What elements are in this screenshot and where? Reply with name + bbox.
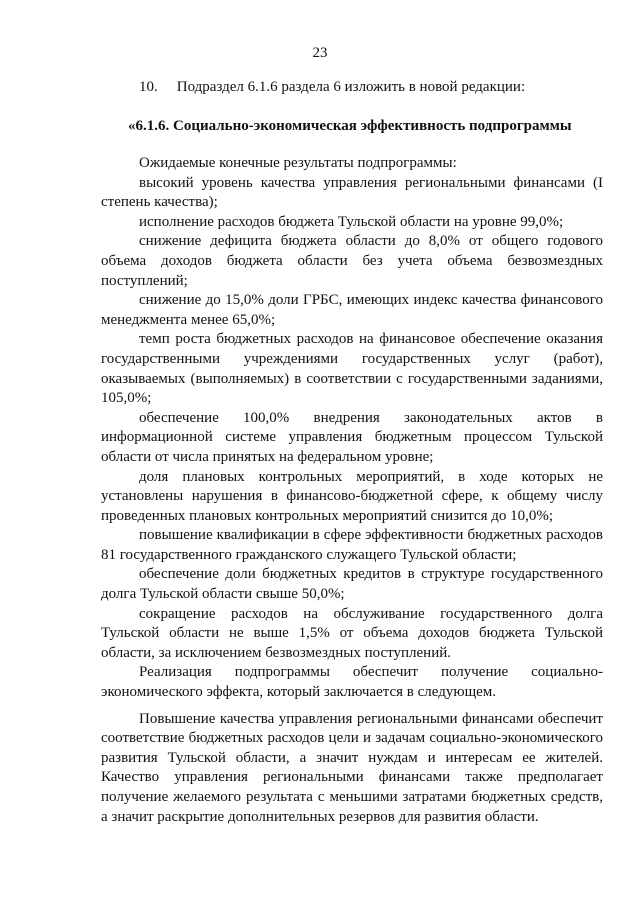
paragraph: исполнение расходов бюджета Тульской области на уровне 99,0%; (139, 213, 564, 230)
body-text (101, 154, 603, 827)
section-title: «6.1.6. Социально-экономическая эффективность подпрограммы (128, 118, 572, 134)
paragraph: обеспечение 100,0% внедрения законодательных актов в информационной системе управления бюджетным процессом Тульской области от числа принятых на федеральном уровне; (101, 409, 603, 465)
paragraph: темп роста бюджетных расходов на финансовое обеспечение оказания государственными учреждениями государственных услуг (работ), оказываемых (выполняемых) в соответствии с государственными заданиями, 105,0%; (101, 331, 603, 407)
paragraph: снижение до 15,0% доли ГРБС, имеющих индекс качества финансового менеджмента менее 65,0%; (101, 292, 603, 328)
paragraph: Повышение качества управления региональными финансами обеспечит соответствие бюджетных расходов цели и задачам социально-экономического развития Тульской области, а значит нуждам и интересам ее жителей. Качество управления региональными финансами также предполагает получение желаемого результата с меньшими затратами бюджетных средств, а значит раскрытие дополнительных резервов для развития области. (101, 710, 603, 825)
paragraph: повышение квалификации в сфере эффективности бюджетных расходов 81 государственного гражданского служащего Тульской области; (101, 527, 603, 563)
item-number: 10. (139, 79, 158, 95)
paragraph: сокращение расходов на обслуживание государственного долга Тульской области не выше 1,5% от объема доходов бюджета Тульской области, за исключением безвозмездных поступлений. (101, 605, 603, 661)
paragraph: Реализация подпрограммы обеспечит получение социально-экономического эффекта, который заключается в следующем. (101, 664, 603, 701)
paragraph: высокий уровень качества управления региональными финансами (I степень качества); (101, 174, 603, 211)
amendment-item (139, 79, 525, 96)
item-text: Подраздел 6.1.6 раздела 6 изложить в новой редакции: (176, 79, 526, 95)
paragraph: снижение дефицита бюджета области до 8,0% от общего годового объема доходов бюджета области без учета объема безвозмездных поступлений; (101, 233, 603, 289)
paragraph-intro: Ожидаемые конечные результаты подпрограммы: (139, 155, 457, 171)
paragraph: доля плановых контрольных мероприятий, в ходе которых не установлены нарушения в финансово-бюджетной сфере, к общему числу проведенных плановых контрольных мероприятий снизится до 10,0%; (101, 468, 603, 524)
page-number: 23 (312, 45, 328, 61)
paragraph: обеспечение доли бюджетных кредитов в структуре государственного долга Тульской области свыше 50,0%; (101, 566, 603, 603)
